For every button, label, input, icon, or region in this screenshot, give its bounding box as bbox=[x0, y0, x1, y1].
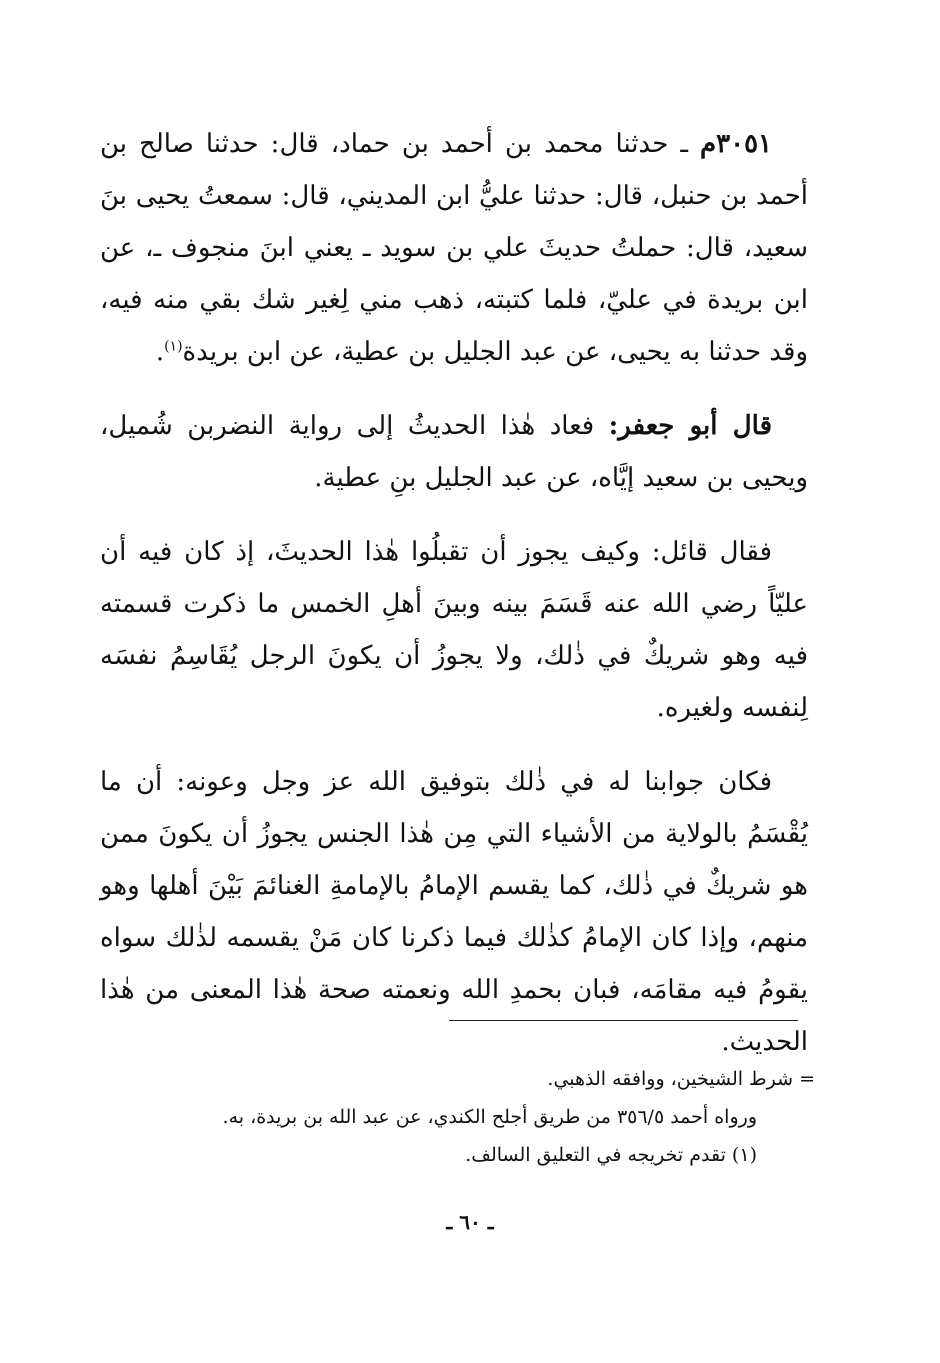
footnote-line: ورواه أحمد ٣٥٦/٥ من طريق أجلح الكندي، عن عبد الله بن بريدة، به. bbox=[222, 1106, 757, 1128]
footnote-marker: (١) bbox=[164, 338, 183, 355]
footnotes bbox=[100, 1060, 815, 1174]
paragraph-answer: فكان جوابنا له في ذٰلك بتوفيق الله عز وجل وعونه: أن ما يُقْسَمُ بالولاية من الأشياء التي مِن هٰذا الجنس يجوزُ أن يكونَ ممن هو شريكٌ في ذٰلك، كما يقسم الإمامُ بالإمامةِ الغنائمَ بَيْنَ أهلها وهو منهم، وإذا كان الإمامُ كذٰلك فيما ذكرنا كان مَنْ يقسمه لذٰلك سواه يقومُ فيه مقامَه، فبان بحمدِ الله ونعمته صحة هٰذا المعنى من هٰذا الحديث. bbox=[100, 767, 808, 1057]
main-text bbox=[100, 118, 808, 1090]
continuation-text: شرط الشيخين، ووافقه الذهبي. bbox=[547, 1068, 794, 1090]
hadith-text: ـ حدثنا محمد بن أحمد بن حماد، قال: حدثنا صالح بن أحمد بن حنبل، قال: حدثنا عليُّ ابن المديني، قال: سمعتُ يحيى بنَ سعيد، قال: حملتُ حديثَ علي بن سويد ـ يعني ابنَ منجوف ـ، عن ابن بريدة في عليّ، فلما كتبته، ذهب مني لِغير شك بقي منه فيه، وقد حدثنا به يحيى، عن عبد الجليل بن عطية، عن ابن بريدة bbox=[100, 129, 808, 367]
hadith-end: . bbox=[155, 337, 165, 367]
continuation-mark: = bbox=[799, 1068, 815, 1090]
hadith-number: ٣٠٥١م bbox=[700, 129, 772, 159]
page-number: ـ ٦٠ ـ bbox=[446, 1210, 494, 1234]
paragraph-abu-jafar bbox=[100, 400, 808, 504]
footnote-continuation bbox=[100, 1060, 815, 1098]
footnote-1: (١) تقدم تخريجه في التعليق السالف. bbox=[465, 1144, 757, 1166]
footnote-separator bbox=[449, 1020, 798, 1021]
paragraph-objection: فقال قائل: وكيف يجوز أن تقبلُوا هٰذا الحديثَ، إذ كان فيه أن عليّاً رضي الله عنه قَسَمَ بينه وبينَ أهلِ الخمس ما ذكرت قسمته فيه وهو شريكٌ في ذٰلك، ولا يجوزُ أن يكونَ الرجل يُقَاسِمُ نفسَه لِنفسه ولغيره. bbox=[100, 537, 808, 723]
paragraph-hadith-3051 bbox=[100, 118, 808, 378]
paragraph-text: فعاد هٰذا الحديثُ إلى رواية النضربن شُميل، ويحيى بن سعيد إيَّاه، عن عبد الجليل بنِ عطية. bbox=[100, 411, 808, 493]
speaker-label: قال أبو جعفر: bbox=[608, 411, 773, 441]
